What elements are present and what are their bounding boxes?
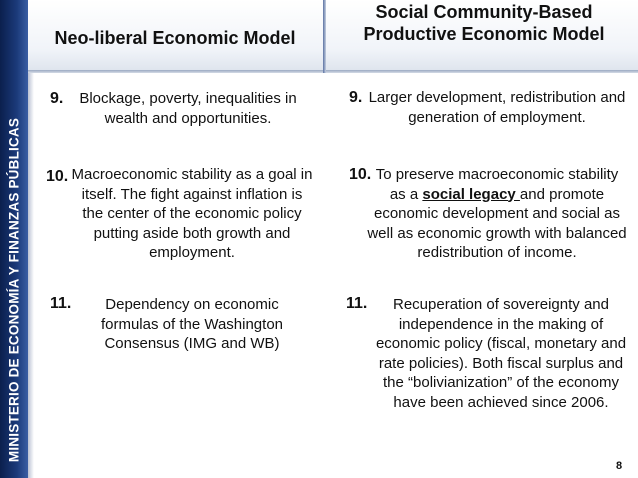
left-item-9-text: Blockage, poverty, inequalities in wealth and opportunities.: [79, 90, 297, 127]
ministry-side-band: [0, 0, 28, 478]
right-item-9-number: 9.: [349, 89, 363, 106]
left-item-11-text: Dependency on economic formulas of the Washington Consensus (IMG and WB): [100, 296, 284, 352]
right-item-10-text: [366, 165, 628, 263]
right-item-10-text-after: and promote economic development and social as well as economic growth with balanced redistribution of income.: [367, 185, 627, 261]
ministry-vertical-title: MINISTERIO DE ECONOMÍA Y FINANZAS PÚBLICAS: [6, 117, 22, 463]
right-item-11-number: 11.: [346, 295, 368, 312]
right-column-title: Social Community-Based Productive Economic Model: [363, 2, 605, 44]
page-number: 8: [616, 460, 623, 472]
right-item-11-text: Recuperation of sovereignty and independence in the making of economic policy (fiscal, monetary and rate policies). Both fiscal surplus and the “bolivianization” of the economy have been achieved since 2006.: [375, 296, 627, 411]
right-item-10-text-before: To preserve macroeconomic stability as a: [375, 166, 619, 203]
right-item-10-number: 10.: [349, 166, 372, 183]
header-underline: [28, 70, 638, 73]
right-item-9-text: Larger development, redistribution and generation of employment.: [368, 89, 626, 126]
left-item-10-number: 10.: [46, 168, 69, 185]
left-item-9-number: 9.: [50, 90, 64, 107]
header-divider: [323, 0, 326, 73]
left-item-11-number: 11.: [50, 295, 72, 312]
left-item-10-text: Macroeconomic stability as a goal in itself. The fight against inflation is the center of the economic policy putting aside both growth and employment.: [71, 166, 313, 261]
left-column-title: Neo-liberal Economic Model: [54, 28, 296, 48]
social-legacy-emphasis: social legacy: [422, 185, 520, 203]
